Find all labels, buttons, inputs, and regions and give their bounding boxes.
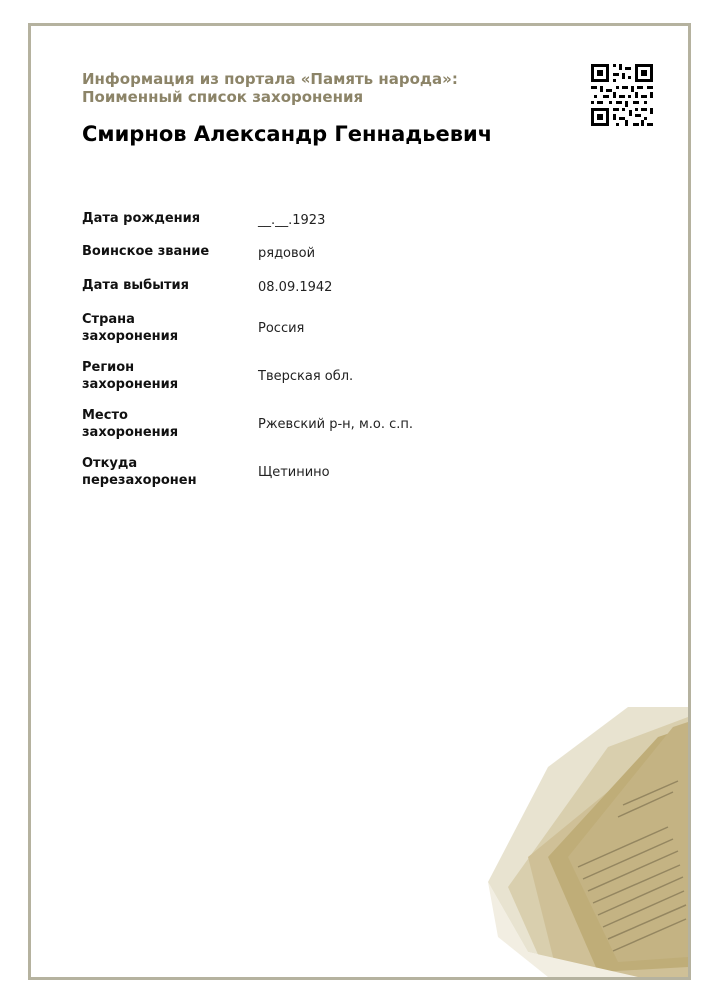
qr-code-icon [589, 62, 655, 128]
portal-title-line-2: Поименный список захоронения [82, 88, 364, 106]
field-label: Дата рождения [82, 211, 201, 226]
field-value: рядовой [258, 246, 316, 261]
field-value: __.__.1923 [258, 213, 326, 228]
portal-title [82, 70, 512, 106]
field-value: 08.09.1942 [258, 280, 333, 295]
field-label: Воинское звание [82, 244, 210, 259]
field-value: Щетинино [258, 465, 330, 480]
person-name: Смирнов Александр Геннадьевич [82, 122, 493, 146]
portal-title-line-1: Информация из портала «Память народа»: [82, 70, 458, 88]
field-value: Тверская обл. [258, 369, 354, 384]
field-value: Россия [258, 321, 305, 336]
field-label: Место захоронения [82, 408, 179, 440]
field-label: Дата выбытия [82, 278, 189, 293]
field-label: Страна захоронения [82, 312, 179, 344]
field-label: Регион захоронения [82, 360, 179, 392]
archive-documents-image [488, 707, 688, 977]
field-label: Откуда перезахоронен [82, 456, 197, 488]
field-value: Ржевский р-н, м.о. с.п. [258, 417, 414, 432]
document-frame [28, 23, 691, 980]
